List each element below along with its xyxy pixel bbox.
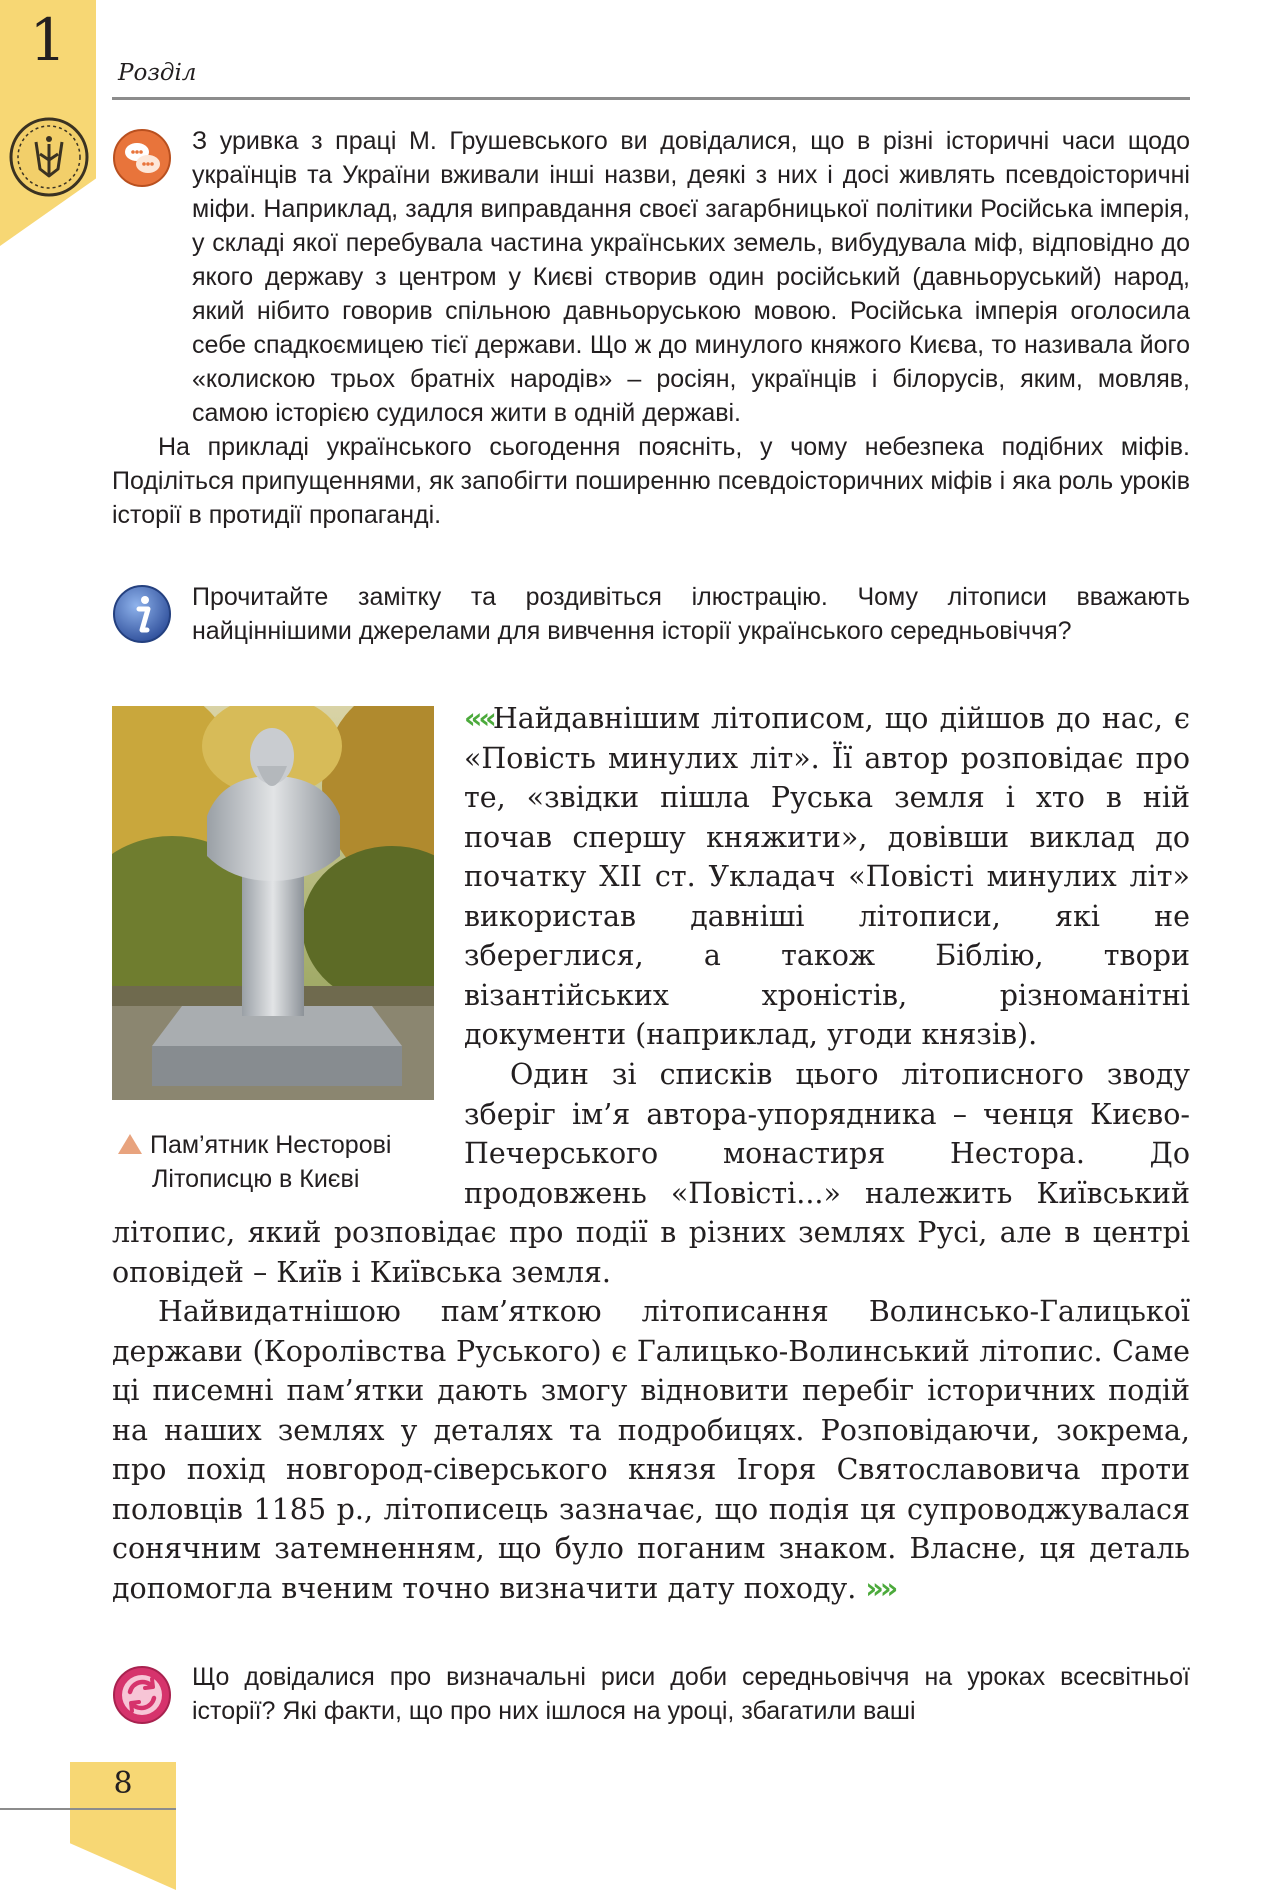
quote-open-mark-2: « <box>478 702 493 735</box>
header-divider <box>112 97 1190 100</box>
repeat-block <box>112 1660 1190 1728</box>
quote-close-mark: » <box>865 1571 880 1605</box>
discussion-block <box>112 124 1190 532</box>
quote-close-mark-2: » <box>879 1571 895 1605</box>
section-label: Розділ <box>118 60 197 86</box>
caption-line-2: Літописцю в Києві <box>152 1165 360 1193</box>
caption-line-1: Пам’ятник Несторові <box>150 1131 392 1159</box>
info-block <box>112 580 1190 648</box>
chapter-number: 1 <box>29 6 67 74</box>
quote-open-mark: « <box>464 702 479 735</box>
discussion-paragraph: З уривка з праці М. Грушевського ви довідалися, що в різні історичні часи щодо українців та України вживали інші назви, деякі з них і досі живлять псевдоісторичні міфи. Наприклад, задля виправдання своєї загарбницької політики Російська імперія, у складі якої перебувала частина українських земель, вибудувала міф, відповідно до якого державу з центром у Києві створив один російський (давньоруський) народ, який нібито говорив спільною давньоруською мовою. Російська імперія оголосила себе спадкоємицею тієї держави. Що ж до минулого княжого Києва, то називала його «колискою трьох братніх народів» – росіян, українців і білорусів, яким, мовляв, самою історією судилося жити в одній державі. <box>192 127 1190 427</box>
quote-paragraph-1 <box>464 699 1190 1055</box>
discussion-task: На прикладі українського сьогодення поясніть, у чому небезпека подібних міфів. Поділіться припущеннями, як запобігти поширенню псевдоісторичних міфів і яка роль уроків історії в протидії пропаганді. <box>112 433 1190 529</box>
info-text: Прочитайте замітку та роздивіться ілюстрацію. Чому літописи вважають найціннішими джерелами для вивчення історії українського середньовіччя? <box>192 583 1190 645</box>
figure-float-spacer <box>112 1055 464 1213</box>
quote-paragraph-3-text: Найвидатнішою пам’яткою літописання Волинсько-Галицької держави (Королівства Руського) є Галицько-Волинський літопис. Саме ці писемні пам’ятки дають змогу відновити перебіг історичних подій на наших землях у деталях та подробицях. Розповідаючи, зокрема, про похід новгород-сіверського князя Ігоря Святославовича проти половців 1185 р., літописець зазначає, що подія ця супроводжувалася сонячним затемненням, що було поганим знаком. Власне, ця деталь допомогла вченим точно визначити дату походу. <box>112 1295 1190 1605</box>
quote-paragraph-3 <box>112 1292 1190 1608</box>
coin-emblem-icon <box>6 114 92 200</box>
page-number: 8 <box>113 1766 133 1801</box>
quote-paragraph-1-text: Найдавнішим літописом, що дійшов до нас, є «Повість минулих літ». Її автор розповідає про те, «звідки пішла Руська земля і хто в ній почав спершу княжити», довівши виклад до початку XII ст. Укладач «Повісті минулих літ» використав давніші літописи, які не збереглися, а також Біблію, твори візантійських хроністів, різноманітні документи (наприклад, угоди князів). <box>464 702 1190 1051</box>
page-number-tab-wedge <box>70 1812 176 1890</box>
quote-paragraph-3-wrapper <box>112 1292 1190 1608</box>
footer-divider <box>0 1808 176 1810</box>
repeat-text: Що довідалися про визначальні риси доби середньовіччя на уроках всесвітньої історії? Які факти, що про них ішлося на уроці, збагатили ваші <box>192 1663 1190 1725</box>
quote-paragraph-2: Один зі списків цього літописного зводу зберіг ім’я автора-упорядника – ченця Києво-Печерського монастиря Нестора. До продовжень «Повісті...» належить Київський літопис, який розповідає про події в різних землях Русі, але в центрі оповідей – Київ і Київська земля. <box>112 1058 1190 1289</box>
